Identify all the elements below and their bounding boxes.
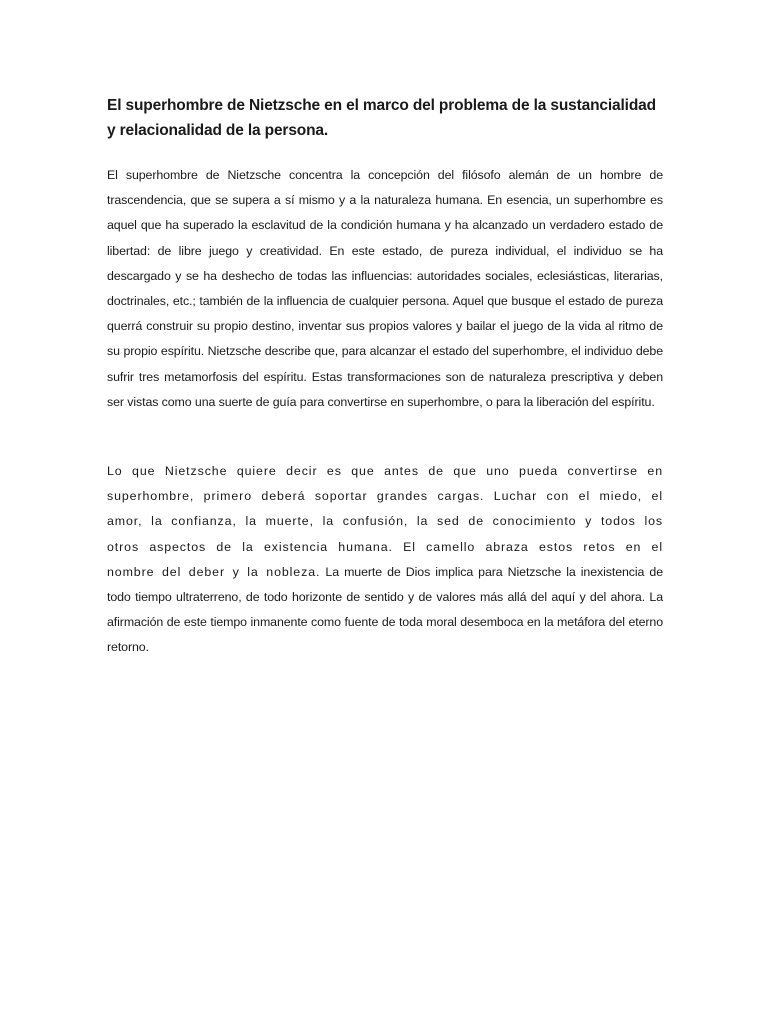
paragraph-2-part-2: La muerte de Dios implica para Nietzsche la inexistencia de todo tiempo ultraterreno, de todo horizonte de sentido y de valores más allá del aquí y del ahora. La afirmación de este tiempo inmanente como fuente de toda moral desemboca en la metáfora del eterno retorno. bbox=[107, 564, 663, 655]
paragraph-2-part-1: Lo que Nietzsche quiere decir es que antes de que uno pueda convertirse en superhombre, primero deberá soportar grandes cargas. Luchar con el miedo, el amor, la confianza, la muerte, la confusión, la sed de conocimiento y todos los otros aspectos de la existencia humana. El camello abraza estos retos en el nombre del deber y la nobleza. bbox=[107, 464, 663, 579]
document-title: El superhombre de Nietzsche en el marco del problema de la sustancialidad y relacionalidad de la persona. bbox=[107, 97, 656, 139]
paragraph-1: El superhombre de Nietzsche concentra la concepción del filósofo alemán de un hombre de trascendencia, que se supera a sí mismo y a la naturaleza humana. En esencia, un superhombre es aquel que ha superado la esclavitud de la condición humana y ha alcanzado un verdadero estado de libertad: de libre juego y creatividad. En este estado, de pureza individual, el individuo se ha descargado y se ha deshecho de todas las influencias: autoridades sociales, eclesiásticas, literarias, doctrinales, etc.; también de la influencia de cualquier persona. Aquel que busque el estado de pureza querrá construir su propio destino, inventar sus propios valores y bailar el juego de la vida al ritmo de su propio espíritu. Nietzsche describe que, para alcanzar el estado del superhombre, el individuo debe sufrir tres metamorfosis del espíritu. Estas transformaciones son de naturaleza prescriptiva y deben ser vistas como una suerte de guía para convertirse en superhombre, o para la liberación del espíritu. bbox=[107, 168, 663, 409]
paragraph-2 bbox=[107, 459, 663, 661]
